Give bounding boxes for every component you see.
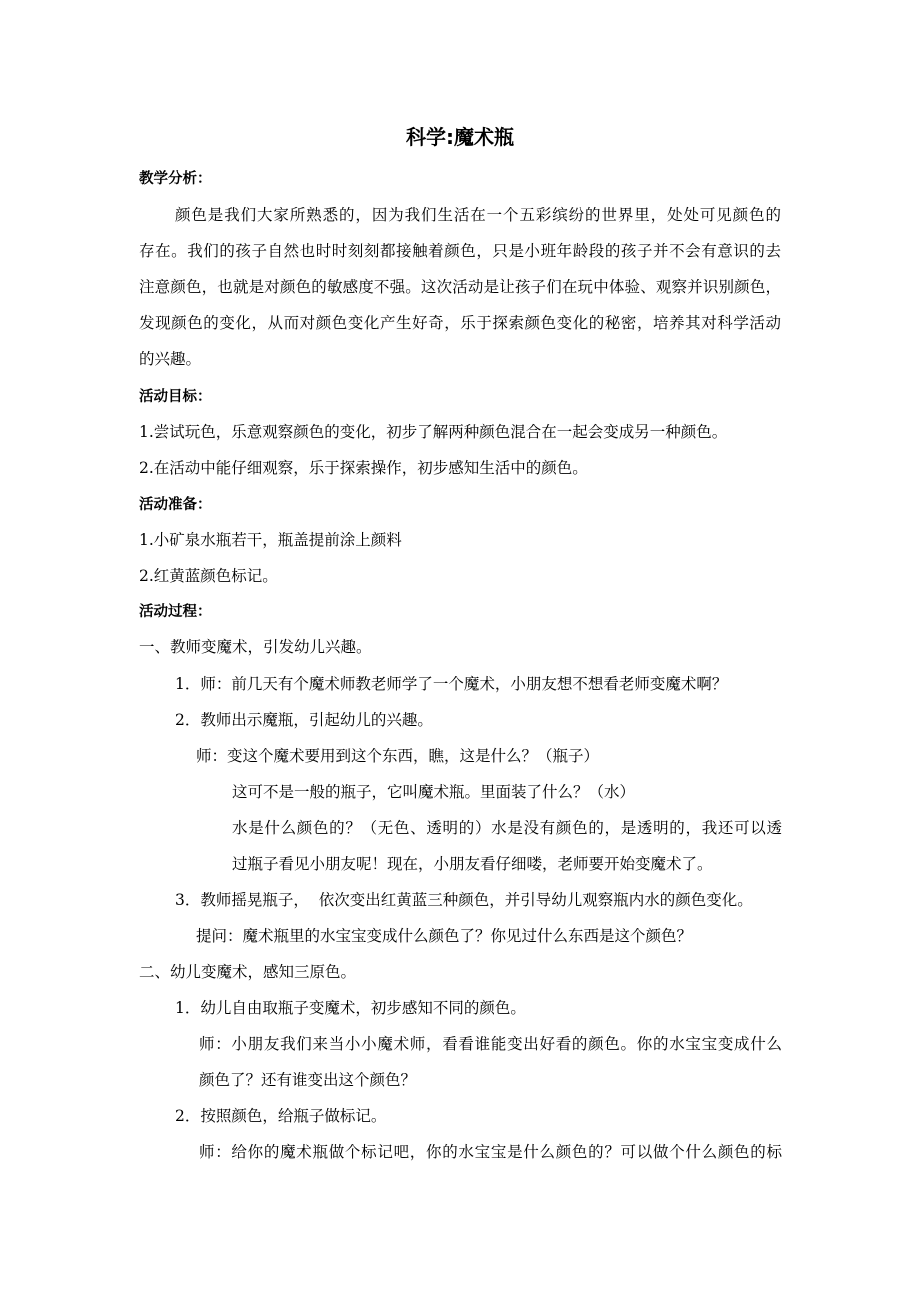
process-detail-line: 师：小朋友我们来当小小魔术师，看看谁能变出好看的颜色。你的水宝宝变成什么 — [199, 1035, 782, 1053]
process-detail-line: 过瓶子看见小朋友呢！现在，小朋友看仔细喽，老师要开始变魔术了。 — [232, 855, 713, 873]
analysis-heading: 教学分析： — [139, 171, 212, 187]
goals-heading: 活动目标： — [139, 389, 212, 405]
goal-item: 1.尝试玩色，乐意观察颜色的变化，初步了解两种颜色混合在一起会变成另一种颜色。 — [139, 423, 728, 441]
process-step: 1．师：前几天有个魔术师教老师学了一个魔术，小朋友想不想看老师变魔术啊？ — [175, 675, 728, 693]
process-detail-line: 这可不是一般的瓶子，它叫魔术瓶。里面装了什么？（水） — [232, 783, 636, 801]
preparation-item: 2.红黄蓝颜色标记。 — [139, 567, 278, 585]
analysis-line: 的兴趣。 — [139, 350, 202, 368]
preparation-item: 1.小矿泉水瓶若干，瓶盖提前涂上颜料 — [139, 531, 402, 549]
process-part-title: 一、教师变魔术，引发幼儿兴趣。 — [139, 638, 372, 656]
process-step: 1．幼儿自由取瓶子变魔术，初步感知不同的颜色。 — [175, 999, 526, 1017]
process-detail-line: 颜色了？还有谁变出这个颜色？ — [199, 1071, 417, 1089]
process-step: 2．教师出示魔瓶，引起幼儿的兴趣。 — [175, 711, 433, 729]
process-detail-line: 师：给你的魔术瓶做个标记吧，你的水宝宝是什么颜色的？可以做个什么颜色的标 — [199, 1143, 782, 1161]
page-title: 科学:魔术瓶 — [406, 125, 514, 149]
goal-item: 2.在活动中能仔细观察，乐于探索操作，初步感知生活中的颜色。 — [139, 459, 588, 477]
process-detail-line: 水是什么颜色的？（无色、透明的）水是没有颜色的，是透明的，我还可以透 — [232, 819, 782, 837]
process-step: 3．教师摇晃瓶子， 依次变出红黄蓝三种颜色，并引导幼儿观察瓶内水的颜色变化。 — [175, 891, 753, 909]
process-detail-line: 提问：魔术瓶里的水宝宝变成什么颜色了？你见过什么东西是这个颜色？ — [196, 927, 693, 945]
process-part-title: 二、幼儿变魔术，感知三原色。 — [139, 963, 357, 981]
process-detail-line: 师：变这个魔术要用到这个东西，瞧，这是什么？（瓶子） — [196, 747, 600, 765]
analysis-line: 存在。我们的孩子自然也时时刻刻都接触着颜色，只是小班年龄段的孩子并不会有意识的去 — [139, 242, 781, 260]
analysis-line: 颜色是我们大家所熟悉的，因为我们生活在一个五彩缤纷的世界里，处处可见颜色的 — [175, 206, 781, 224]
preparation-heading: 活动准备： — [139, 497, 212, 513]
analysis-line: 注意颜色，也就是对颜色的敏感度不强。这次活动是让孩子们在玩中体验、观察并识别颜色， — [139, 278, 781, 296]
process-step: 2．按照颜色，给瓶子做标记。 — [175, 1107, 387, 1125]
analysis-line: 发现颜色的变化，从而对颜色变化产生好奇，乐于探索颜色变化的秘密，培养其对科学活动 — [139, 314, 781, 332]
process-heading: 活动过程： — [139, 604, 212, 620]
